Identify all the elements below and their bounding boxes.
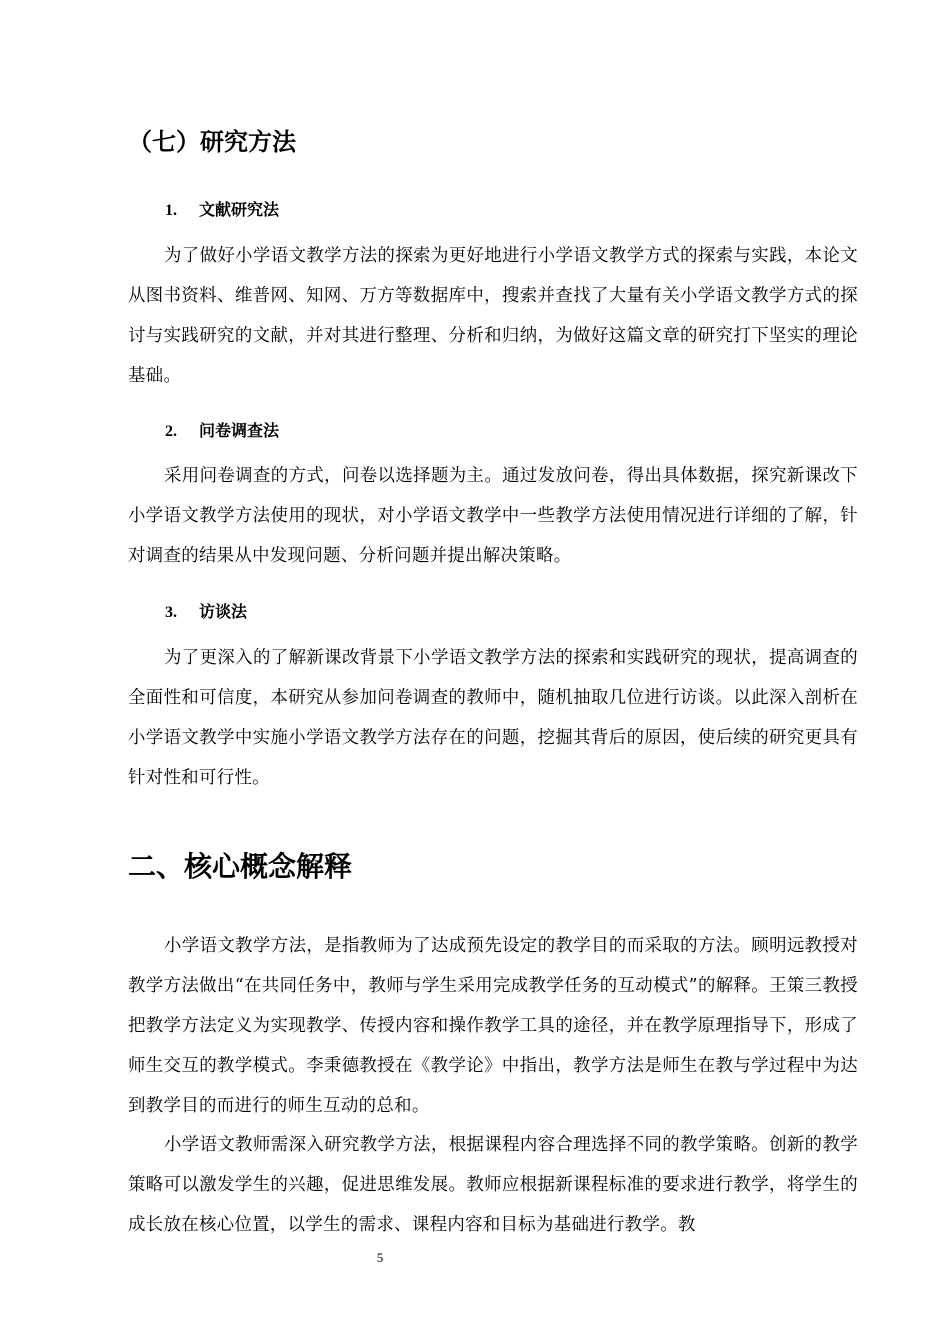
method-number: 3. xyxy=(165,604,177,621)
method-heading-interview xyxy=(165,600,247,625)
method-paragraph-literature: 为了做好小学语文教学方法的探索为更好地进行小学语文教学方式的探索与实践，本论文从图书资料、维普网、知网、万方等数据库中，搜索并查找了大量有关小学语文教学方式的探讨与实践研究的文献，并对其进行整理、分析和归纳，为做好这篇文章的研究打下坚实的理论基础。 xyxy=(128,246,858,386)
method-paragraph-interview: 为了更深入的了解新课改背景下小学语文教学方法的探索和实践研究的现状，提高调查的全面性和可信度，本研究从参加问卷调查的教师中，随机抽取几位进行访谈。以此深入剖析在小学语文教学中实施小学语文教学方法存在的问题，挖掘其背后的原因，使后续的研究更具有针对性和可行性。 xyxy=(128,648,858,788)
page-number: 5 xyxy=(376,1250,384,1265)
method-paragraph-questionnaire: 采用问卷调查的方式，问卷以选择题为主。通过发放问卷，得出具体数据，探究新课改下小学语文教学方法使用的现状，对小学语文教学中一些教学方法使用情况进行详细的了解，针对调查的结果从中发现问题、分析问题并提出解决策略。 xyxy=(128,466,858,566)
concept-paragraph-1: 小学语文教学方法，是指教师为了达成预先设定的教学目的而采取的方法。顾明远教授对教学方法做出“在共同任务中，教师与学生采用完成教学任务的互动模式”的解释。王策三教授把教学方法定义为实现教学、传授内容和操作教学工具的途径，并在教学原理指导下，形成了师生交互的教学模式。李秉德教授在《教学论》中指出，教学方法是师生在教与学过程中为达到教学目的而进行的师生互动的总和。 xyxy=(128,936,858,1116)
concept-paragraph-2: 小学语文教师需深入研究教学方法，根据课程内容合理选择不同的教学策略。创新的教学策略可以激发学生的兴趣，促进思维发展。教师应根据新课程标准的要求进行教学，将学生的成长放在核心位置，以学生的需求、课程内容和目标为基础进行教学。教 xyxy=(128,1135,858,1235)
section-heading: （七）研究方法 xyxy=(128,128,296,156)
method-heading-questionnaire xyxy=(165,419,279,444)
method-number: 1. xyxy=(165,202,177,219)
method-heading-literature xyxy=(165,198,279,223)
method-number: 2. xyxy=(165,423,177,440)
method-title: 问卷调查法 xyxy=(199,421,280,440)
method-title: 文献研究法 xyxy=(199,200,280,219)
chapter-heading: 二、核心概念解释 xyxy=(128,850,353,883)
method-title: 访谈法 xyxy=(199,602,248,621)
